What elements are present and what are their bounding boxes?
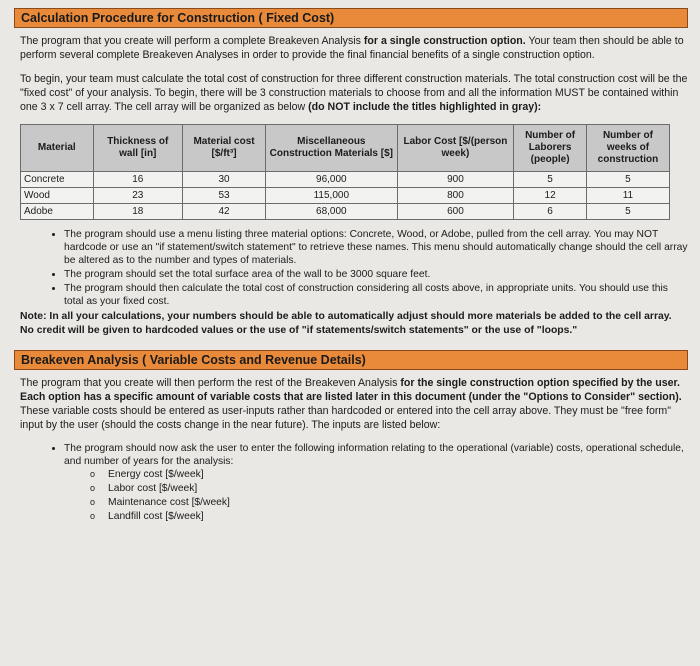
cell-labor-cost: 800 [397,188,514,204]
cell-material: Adobe [21,204,94,220]
table-header-row [21,125,670,172]
list-item: o Labor cost [$/week] [90,482,688,495]
materials-table [20,124,670,220]
cell-material: Wood [21,188,94,204]
inputs-list [14,442,688,523]
section-heading-fixed-cost: Calculation Procedure for Construction ( Fixed Cost) [14,8,688,28]
cell-laborers: 12 [514,188,587,204]
intro-text: The program that you create will perform a complete Breakeven Analysis [20,35,364,47]
breakeven-bold-text: for the single construction option specified by the user. Each option has a specific amount of variable costs that are listed later in this document (under the "Options to Consider" section). [20,377,682,403]
list-item: o Maintenance cost [$/week] [90,496,688,509]
header-thickness: Thickness of wall [in] [93,125,182,172]
header-misc-materials: Miscellaneous Construction Materials [$] [266,125,397,172]
cell-material-cost: 53 [182,188,265,204]
table-row [21,204,670,220]
cell-material-cost: 30 [182,172,265,188]
cell-thickness: 18 [93,204,182,220]
cell-misc: 68,000 [266,204,397,220]
cell-material-cost: 42 [182,204,265,220]
cell-weeks: 5 [586,172,669,188]
header-laborers: Number of Laborers (people) [514,125,587,172]
cell-labor-cost: 900 [397,172,514,188]
variable-cost-list [64,468,688,523]
begin-text: To begin, your team must calculate the total cost of construction for three different construction materials. The total construction cost will be the "fixed cost" of your analysis. To begin, there will be 3 construction materials to choose from and all the information MUST be contained within one 3 x 7 cell array. The cell array will be organized as below [20,73,688,113]
table-row [21,172,670,188]
list-item: • The program should use a menu listing three material options: Concrete, Wood, or Adobe, pulled from the cell array. You may NOT hardcode or use an "if statement/switch statement" to retrieve these names. This menu should automatically change should the cell array be altered as to the number and types of materials. [64,228,688,267]
cell-laborers: 6 [514,204,587,220]
section-heading-breakeven: Breakeven Analysis ( Variable Costs and Revenue Details) [14,350,688,370]
cell-weeks: 5 [586,204,669,220]
cell-material: Concrete [21,172,94,188]
header-material-cost: Material cost [$/ft³] [182,125,265,172]
header-labor-cost: Labor Cost [$/(person week) [397,125,514,172]
cell-thickness: 23 [93,188,182,204]
intro-bold-text: for a single construction option. [363,35,526,47]
begin-paragraph [20,72,688,114]
intro-paragraph [20,34,688,62]
list-item: • The program should then calculate the total cost of construction considering all costs above, in appropriate units. You should use this total as your fixed cost. [64,282,688,308]
breakeven-text: The program that you create will then perform the rest of the Breakeven Analysis [20,377,401,389]
list-item: o Energy cost [$/week] [90,468,688,481]
cell-thickness: 16 [93,172,182,188]
cell-labor-cost: 600 [397,204,514,220]
begin-bold-text: (do NOT include the titles highlighted in gray): [308,101,542,113]
intro-text-end: Your team then should be able to perform several complete Breakeven Analyses in order to provide the final financial benefits of a single construction option. [20,35,684,61]
cell-laborers: 5 [514,172,587,188]
cell-misc: 96,000 [266,172,397,188]
list-item [64,442,688,523]
table-row [21,188,670,204]
breakeven-paragraph [20,376,688,432]
cell-misc: 115,000 [266,188,397,204]
note-paragraph: Note: In all your calculations, your numbers should be able to automatically adjust should more materials be added to the cell array. No credit will be given to hardcoded values or the use of "if statements/switch statements" or the use of "loops." [20,311,672,336]
requirements-list [14,228,688,308]
list-item: o Landfill cost [$/week] [90,510,688,523]
header-weeks: Number of weeks of construction [586,125,669,172]
header-material: Material [21,125,94,172]
list-item: • The program should set the total surface area of the wall to be 3000 square feet. [64,268,688,281]
cell-weeks: 11 [586,188,669,204]
breakeven-text-end: These variable costs should be entered as user-inputs rather than hardcoded or entered into the cell array above. They must be "free form" input by the user (should the costs change in the near future). The inputs are listed below: [20,405,671,431]
inputs-intro: The program should now ask the user to enter the following information relating to the operational (variable) costs, operational schedule, and number of years for the analysis: [64,443,684,467]
